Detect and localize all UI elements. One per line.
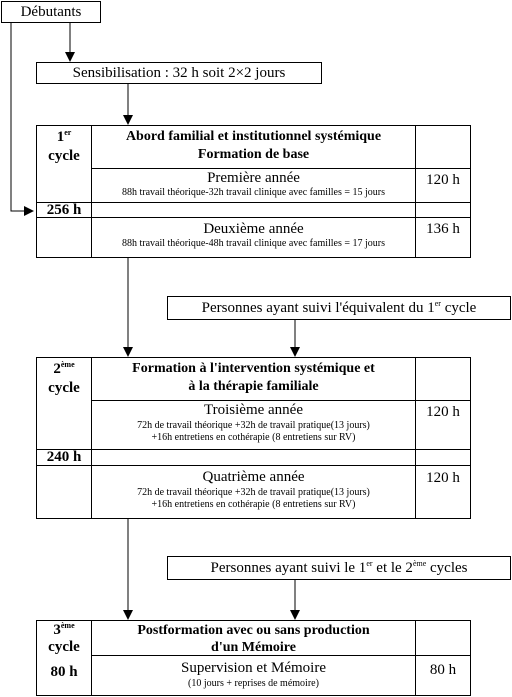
- cycle3-label: 3ème cycle: [48, 621, 80, 655]
- entry3-box: Personnes ayant suivi le 1er et le 2ème cycles: [167, 556, 511, 580]
- cycle2-label: 2ème cycle: [48, 360, 80, 396]
- year1-hours: 120 h: [426, 172, 460, 188]
- cycle1-title: Abord familial et institutionnel systémique Formation de base: [125, 129, 382, 162]
- cycle1-table: [36, 125, 471, 258]
- year4-cell: Quatrième année 72h de travail théorique +32h de travail pratique(13 jours) +16h entretiens en cothérapie (8 entretiens sur RV): [137, 469, 370, 510]
- year2-hours: 136 h: [426, 221, 460, 237]
- cycle2-title: Formation à l'intervention systémique et à la thérapie familiale: [132, 361, 375, 394]
- sensibilisation-box: [36, 62, 322, 84]
- year2-cell: Deuxième année 88h travail théorique-48h travail clinique avec familles = 17 jours: [121, 221, 386, 249]
- cycle2-total: 240 h: [46, 449, 82, 465]
- supervision-hours: 80 h: [429, 662, 457, 678]
- cycle1-total: 256 h: [46, 202, 82, 218]
- start-label: Débutants: [20, 4, 82, 20]
- cycle3-total: 80 h: [50, 664, 78, 680]
- arrow-start-to-cycle1: [11, 22, 33, 211]
- cycle3-table: [36, 620, 471, 696]
- cycle2-table: [36, 357, 471, 519]
- start-box: [1, 1, 101, 23]
- cycle3-title: Postformation avec ou sans production d'un Mémoire: [137, 623, 370, 655]
- year3-hours: 120 h: [426, 404, 460, 420]
- sensibilisation-label: Sensibilisation : 32 h soit 2×2 jours: [72, 65, 286, 81]
- entry2-box: Personnes ayant suivi l'équivalent du 1er cycle: [167, 296, 511, 320]
- year1-cell: Première année 88h travail théorique-32h travail clinique avec familles = 15 jours: [121, 170, 386, 198]
- year3-cell: Troisième année 72h de travail théorique +32h de travail pratique(13 jours) +16h entretiens en cothérapie (8 entretiens sur RV): [137, 402, 370, 443]
- cycle1-label: 1er cycle: [48, 128, 80, 164]
- supervision-cell: Supervision et Mémoire (10 jours + reprises de mémoire): [181, 660, 326, 689]
- year4-hours: 120 h: [426, 470, 460, 486]
